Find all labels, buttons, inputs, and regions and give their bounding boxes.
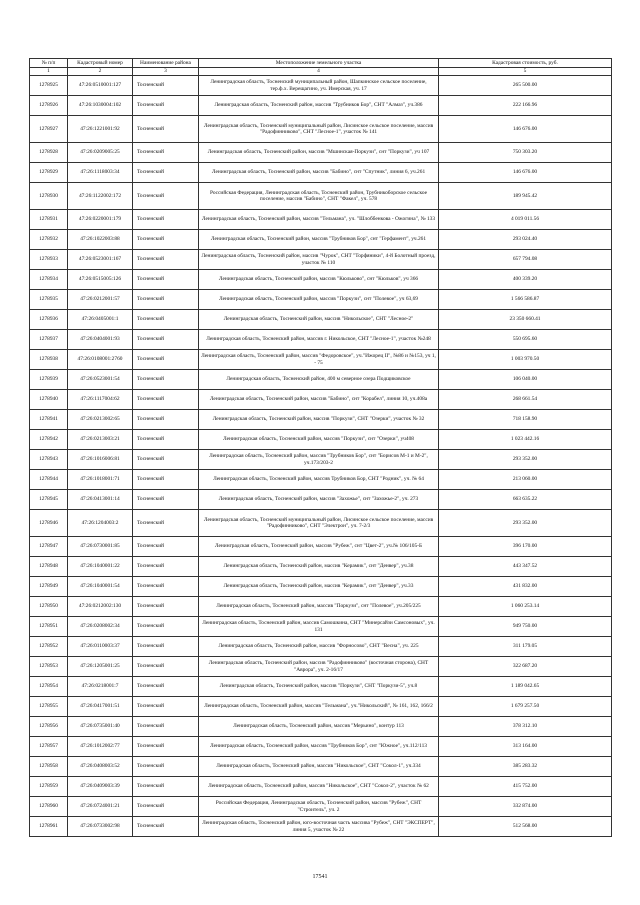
table-row	[30, 697, 612, 717]
plot-location: Ленинградская область, Тосненский район, массив Самошкина, СНТ "Минерсайзи Самсоновых", уч. 131	[199, 617, 439, 637]
table-row	[30, 717, 612, 737]
plot-location: Ленинградская область, Тосненский район, массив "Никольское", СНТ "Сокол-2", участок № 62	[199, 777, 439, 797]
cadastral-number: 47:26:0212001:57	[68, 290, 133, 310]
cadastral-value: 949 750.00	[439, 617, 612, 637]
district-name: Тосненский	[133, 490, 199, 510]
district-name: Тосненский	[133, 116, 199, 143]
cadastral-value: 293 352.00	[439, 510, 612, 537]
cadastral-number: 47:26:0212002:130	[68, 597, 133, 617]
row-number: 1278937	[30, 330, 68, 350]
plot-location: Ленинградская область, Тосненский район, массив "Мшинская-Поркузи", снт "Поркузи", уч 107	[199, 143, 439, 163]
cadastral-number: 47:26:0404001:93	[68, 330, 133, 350]
cadastral-value: 663 635.22	[439, 490, 612, 510]
cadastral-value: 431 832.00	[439, 577, 612, 597]
district-name: Тосненский	[133, 737, 199, 757]
district-name: Тосненский	[133, 557, 199, 577]
row-number: 1278928	[30, 143, 68, 163]
cadastral-value: 1 003 970.50	[439, 350, 612, 370]
row-number: 1278927	[30, 116, 68, 143]
district-name: Тосненский	[133, 330, 199, 350]
table-row	[30, 390, 612, 410]
row-number: 1278953	[30, 657, 68, 677]
plot-location: Ленинградская область, Тосненский район, массив "Никольское", СНТ "Сокол-1", уч.334	[199, 757, 439, 777]
table-row	[30, 370, 612, 390]
row-number: 1278961	[30, 817, 68, 837]
row-number: 1278958	[30, 757, 68, 777]
cadastral-number: 47:26:0409003:39	[68, 777, 133, 797]
district-name: Тосненский	[133, 757, 199, 777]
table-row	[30, 116, 612, 143]
cadastral-number: 47:26:0733002:98	[68, 817, 133, 837]
plot-location: Ленинградская область, Тосненский муниципальный район, Шапкинское сельское поселение, тер.ф.х. Верещагино, уч. Имерская, уч. 17	[199, 76, 439, 96]
table-row	[30, 350, 612, 370]
row-number: 1278957	[30, 737, 68, 757]
cadastral-value: 106 040.00	[439, 370, 612, 390]
document-page	[29, 58, 611, 837]
row-number: 1278955	[30, 697, 68, 717]
plot-location: Ленинградская область, Тосненский район, массив "Форносово", СНТ "Весна", уч. 225	[199, 637, 439, 657]
cadastral-value: 718 158.90	[439, 410, 612, 430]
cadastral-number: 47:26:0108001:2760	[68, 350, 133, 370]
cadastral-value: 385 283.32	[439, 757, 612, 777]
table-row	[30, 330, 612, 350]
row-number: 1278951	[30, 617, 68, 637]
table-row	[30, 737, 612, 757]
cadastral-value: 146 676.00	[439, 116, 612, 143]
district-name: Тосненский	[133, 76, 199, 96]
cadastral-value: 750 303.20	[439, 143, 612, 163]
district-name: Тосненский	[133, 637, 199, 657]
column-number: 5	[439, 68, 612, 76]
cadastral-number: 47:26:0208002:34	[68, 617, 133, 637]
row-number: 1278930	[30, 183, 68, 210]
cadastral-number: 47:26:0110003:37	[68, 637, 133, 657]
row-number: 1278938	[30, 350, 68, 370]
table-row	[30, 617, 612, 637]
plot-location: Ленинградская область, Тосненский муниципальный район, Лисинское сельское поселение, массив "Радофинниково", СНТ "Лесное-1", участок № 141	[199, 116, 439, 143]
column-number: 1	[30, 68, 68, 76]
row-number: 1278936	[30, 310, 68, 330]
row-number: 1278945	[30, 490, 68, 510]
column-number: 3	[133, 68, 199, 76]
plot-location: Ленинградская область, Тосненский район, массив "Чурок", СНТ "Торфяники", 4-й Болотный проезд, участок № 110	[199, 250, 439, 270]
table-row	[30, 76, 612, 96]
district-name: Тосненский	[133, 370, 199, 390]
row-number: 1278946	[30, 510, 68, 537]
column-number: 4	[199, 68, 439, 76]
plot-location: Ленинградская область, Тосненский район, массив "Бабино", снт "Спутник", линия 6, уч.261	[199, 163, 439, 183]
cadastral-number: 47:26:0408003:52	[68, 757, 133, 777]
plot-location: Российская Федерация, Ленинградская область, Тосненский район, массив "Рубеж", СНТ "Строитель", уч. 2	[199, 797, 439, 817]
table-row	[30, 96, 612, 116]
plot-location: Ленинградская область, Тосненский район, массив "Керамик", снт "Денвер", уч.33	[199, 577, 439, 597]
cadastral-value: 293 352.00	[439, 450, 612, 470]
plot-location: Ленинградская область, Тосненский район, массив "Мерьино", контур 113	[199, 717, 439, 737]
row-number: 1278960	[30, 797, 68, 817]
district-name: Тосненский	[133, 250, 199, 270]
district-name: Тосненский	[133, 617, 199, 637]
table-row	[30, 410, 612, 430]
table-row	[30, 290, 612, 310]
cadastral-value: 512 568.00	[439, 817, 612, 837]
row-number: 1278952	[30, 637, 68, 657]
cadastral-value: 378 312.10	[439, 717, 612, 737]
column-number-row	[30, 68, 612, 76]
cadastral-value: 400 339.20	[439, 270, 612, 290]
cadastral-number: 47:26:0730001:85	[68, 537, 133, 557]
plot-location: Ленинградская область, Тосненский район, массив "Захожье", снт "Захожье-2", уч. 273	[199, 490, 439, 510]
cadastral-value: 311 179.05	[439, 637, 612, 657]
plot-location: Ленинградская область, Тосненский район, массив "Трубников Бор", снт "Герфамент", уч.261	[199, 230, 439, 250]
district-name: Тосненский	[133, 163, 199, 183]
cadastral-number: 47:26:0213003:21	[68, 430, 133, 450]
district-name: Тосненский	[133, 577, 199, 597]
plot-location: Ленинградская область, Тосненский район, массив "Керамик", снт "Денвер", уч.38	[199, 557, 439, 577]
table-body	[30, 76, 612, 837]
row-number: 1278939	[30, 370, 68, 390]
cadastral-number: 47:26:1040001:22	[68, 557, 133, 577]
cadastral-value: 1 679 257.50	[439, 697, 612, 717]
district-name: Тосненский	[133, 797, 199, 817]
header-location: Местоположение земельного участка	[199, 59, 439, 68]
row-number: 1278949	[30, 577, 68, 597]
district-name: Тосненский	[133, 677, 199, 697]
cadastral-number: 47:26:0724001:21	[68, 797, 133, 817]
row-number: 1278947	[30, 537, 68, 557]
table-row	[30, 230, 612, 250]
cadastral-number: 47:26:1204003:2	[68, 510, 133, 537]
plot-location: Ленинградская область, Тосненский муниципальный район, Лисинское сельское поселение, массив "Радофинниково", СНТ "Электрон", уч. 7-2/3	[199, 510, 439, 537]
cadastral-value: 415 752.00	[439, 777, 612, 797]
table-row	[30, 270, 612, 290]
table-row	[30, 797, 612, 817]
cadastral-number: 47:26:1030004:102	[68, 96, 133, 116]
table-row	[30, 537, 612, 557]
cadastral-number: 47:26:0523001:54	[68, 370, 133, 390]
table-row	[30, 777, 612, 797]
row-number: 1278942	[30, 430, 68, 450]
cadastral-number: 47:26:0405001:1	[68, 310, 133, 330]
header-cadastral-number: Кадастровый номер	[68, 59, 133, 68]
cadastral-value: 268 661.54	[439, 390, 612, 410]
plot-location: Ленинградская область, Тосненский район, массив Трубников Бор, СНТ "Родник", уч. № 64	[199, 470, 439, 490]
district-name: Тосненский	[133, 230, 199, 250]
cadastral-value: 332 874.00	[439, 797, 612, 817]
cadastral-value: 1 566 586.87	[439, 290, 612, 310]
table-row	[30, 163, 612, 183]
plot-location: Ленинградская область, Тосненский район, 400 м северное озера Подщиковское	[199, 370, 439, 390]
row-number: 1278950	[30, 597, 68, 617]
cadastral-value: 1 189 042.65	[439, 677, 612, 697]
row-number: 1278940	[30, 390, 68, 410]
table-row	[30, 450, 612, 470]
cadastral-number: 47:26:1018001:71	[68, 470, 133, 490]
table-row	[30, 250, 612, 270]
table-row	[30, 490, 612, 510]
district-name: Тосненский	[133, 777, 199, 797]
cadastral-value: 396 170.00	[439, 537, 612, 557]
cadastral-value: 189 945.42	[439, 183, 612, 210]
plot-location: Ленинградская область, Тосненский район, массив "Поркузи", снт "Полевое", уч.205/225	[199, 597, 439, 617]
table-row	[30, 817, 612, 837]
plot-location: Ленинградская область, Тосненский район, массив "Поркузи", СНТ "Поркузи-5", уч.8	[199, 677, 439, 697]
row-number: 1278943	[30, 450, 68, 470]
district-name: Тосненский	[133, 143, 199, 163]
header-number: № п/п	[30, 59, 68, 68]
plot-location: Ленинградская область, Тосненский район, массив "Трубников Бор", снт "Борисов М-1 и М-2", уч.173/203-2	[199, 450, 439, 470]
row-number: 1278959	[30, 777, 68, 797]
table-row	[30, 310, 612, 330]
table-row	[30, 210, 612, 230]
cadastral-number: 47:26:1012002:77	[68, 737, 133, 757]
table-row	[30, 577, 612, 597]
page-number: 17541	[312, 874, 328, 880]
plot-location: Ленинградская область, Тосненский район, массив г. Никольское, СНТ "Лесное-1", участок №248	[199, 330, 439, 350]
cadastral-value: 213 060.00	[439, 470, 612, 490]
table-row	[30, 557, 612, 577]
plot-location: Ленинградская область, Тосненский район, массив "Радофинниково" (восточная сторона), СНТ "Аврора", уч. 2-16/17	[199, 657, 439, 677]
cadastral-number: 47:26:1221001:92	[68, 116, 133, 143]
district-name: Тосненский	[133, 290, 199, 310]
district-name: Тосненский	[133, 430, 199, 450]
cadastral-table	[29, 58, 612, 837]
row-number: 1278934	[30, 270, 68, 290]
plot-location: Ленинградская область, Тосненский район, массив "Поркузи", снт "Озерки", уч408	[199, 430, 439, 450]
cadastral-value: 293 024.40	[439, 230, 612, 250]
district-name: Тосненский	[133, 310, 199, 330]
row-number: 1278931	[30, 210, 68, 230]
cadastral-number: 47:26:0220001:179	[68, 210, 133, 230]
row-number: 1278933	[30, 250, 68, 270]
cadastral-value: 146 676.00	[439, 163, 612, 183]
cadastral-number: 47:26:0523001:167	[68, 250, 133, 270]
table-row	[30, 470, 612, 490]
row-number: 1278954	[30, 677, 68, 697]
cadastral-value: 4 019 011.56	[439, 210, 612, 230]
cadastral-value: 1 023 442.16	[439, 430, 612, 450]
plot-location: Ленинградская область, Тосненский район, массив "Трубников Бор", снт "Южное", уч.112/113	[199, 737, 439, 757]
plot-location: Ленинградская область, Тосненский район, массив "Кюльково", снт "Кюльков", уч 366	[199, 270, 439, 290]
cadastral-value: 550 695.60	[439, 330, 612, 350]
table-row	[30, 430, 612, 450]
cadastral-value: 657 794.08	[439, 250, 612, 270]
cadastral-value: 265 500.00	[439, 76, 612, 96]
plot-location: Ленинградская область, Тосненский район, массив "Трубников Бор", СНТ "Алмаз", уч.386	[199, 96, 439, 116]
cadastral-number: 47:26:1205001:25	[68, 657, 133, 677]
header-cadastral-value: Кадастровая стоимость, руб.	[439, 59, 612, 68]
row-number: 1278948	[30, 557, 68, 577]
cadastral-number: 47:26:0218001:7	[68, 677, 133, 697]
table-row	[30, 510, 612, 537]
plot-location: Ленинградская область, Тосненский район, массив "Никольское", СНТ "Лесное-2"	[199, 310, 439, 330]
plot-location: Ленинградская область, Тосненский район, массив "Тельмана", уч."Никольский", № 161, 162, 166/2	[199, 697, 439, 717]
table-row	[30, 183, 612, 210]
cadastral-value: 322 687.20	[439, 657, 612, 677]
cadastral-number: 47:26:1022003:88	[68, 230, 133, 250]
cadastral-number: 47:26:0417001:51	[68, 697, 133, 717]
cadastral-number: 47:26:0735001:40	[68, 717, 133, 737]
row-number: 1278941	[30, 410, 68, 430]
cadastral-number: 47:26:0209005:25	[68, 143, 133, 163]
district-name: Тосненский	[133, 657, 199, 677]
row-number: 1278925	[30, 76, 68, 96]
table-row	[30, 657, 612, 677]
district-name: Тосненский	[133, 697, 199, 717]
table-row	[30, 143, 612, 163]
plot-location: Ленинградская область, Тосненский район, юго-восточная часть массива "Рубеж", СНТ "ЭКСПЕРТ", линия 5, участок № 22	[199, 817, 439, 837]
district-name: Тосненский	[133, 270, 199, 290]
district-name: Тосненский	[133, 183, 199, 210]
plot-location: Ленинградская область, Тосненский район, массив "Поркузи", снт "Полевое", уч 63,69	[199, 290, 439, 310]
row-number: 1278956	[30, 717, 68, 737]
cadastral-number: 47:26:0515005:126	[68, 270, 133, 290]
row-number: 1278926	[30, 96, 68, 116]
cadastral-number: 47:26:0510001:127	[68, 76, 133, 96]
district-name: Тосненский	[133, 390, 199, 410]
row-number: 1278944	[30, 470, 68, 490]
column-number: 2	[68, 68, 133, 76]
district-name: Тосненский	[133, 817, 199, 837]
row-number: 1278935	[30, 290, 68, 310]
header-row	[30, 59, 612, 68]
district-name: Тосненский	[133, 537, 199, 557]
cadastral-number: 47:26:1117004:62	[68, 390, 133, 410]
table-row	[30, 757, 612, 777]
district-name: Тосненский	[133, 450, 199, 470]
cadastral-value: 1 060 253.14	[439, 597, 612, 617]
cadastral-value: 443 347.52	[439, 557, 612, 577]
district-name: Тосненский	[133, 510, 199, 537]
district-name: Тосненский	[133, 410, 199, 430]
plot-location: Ленинградская область, Тосненский район, массив "Федоровское", уч."Ижорец II", №86 и №153, уч 1, - 75	[199, 350, 439, 370]
district-name: Тосненский	[133, 96, 199, 116]
row-number: 1278932	[30, 230, 68, 250]
cadastral-value: 222 166.96	[439, 96, 612, 116]
cadastral-number: 47:26:0213002:65	[68, 410, 133, 430]
table-row	[30, 677, 612, 697]
cadastral-number: 47:26:1016006:81	[68, 450, 133, 470]
cadastral-number: 47:26:1118003:34	[68, 163, 133, 183]
table-row	[30, 597, 612, 617]
cadastral-value: 23 350 660.41	[439, 310, 612, 330]
district-name: Тосненский	[133, 210, 199, 230]
header-district: Наименование района	[133, 59, 199, 68]
cadastral-number: 47:26:1122002:172	[68, 183, 133, 210]
plot-location: Ленинградская область, Тосненский район, массив "Поркузи", СНТ "Озерки", участок № 32	[199, 410, 439, 430]
district-name: Тосненский	[133, 350, 199, 370]
plot-location: Российская Федерация, Ленинградская область, Тосненский район, Трубникоборское сельское поселение, массив "Бабино", СНТ "Факел", уч. 578	[199, 183, 439, 210]
district-name: Тосненский	[133, 597, 199, 617]
district-name: Тосненский	[133, 717, 199, 737]
cadastral-number: 47:26:0413001:14	[68, 490, 133, 510]
row-number: 1278929	[30, 163, 68, 183]
district-name: Тосненский	[133, 470, 199, 490]
plot-location: Ленинградская область, Тосненский район, массив "Бабино", снт "Корабел", линия 10, уч.408а	[199, 390, 439, 410]
plot-location: Ленинградская область, Тосненский район, массив "Тельмана", уч. "Шлоббенкова - Ожогина", № 133	[199, 210, 439, 230]
cadastral-number: 47:26:1040001:54	[68, 577, 133, 597]
plot-location: Ленинградская область, Тосненский район, массив "Рубеж", снт "Цвет-2", уч.№ 106/105-Б	[199, 537, 439, 557]
cadastral-value: 313 164.00	[439, 737, 612, 757]
table-row	[30, 637, 612, 657]
